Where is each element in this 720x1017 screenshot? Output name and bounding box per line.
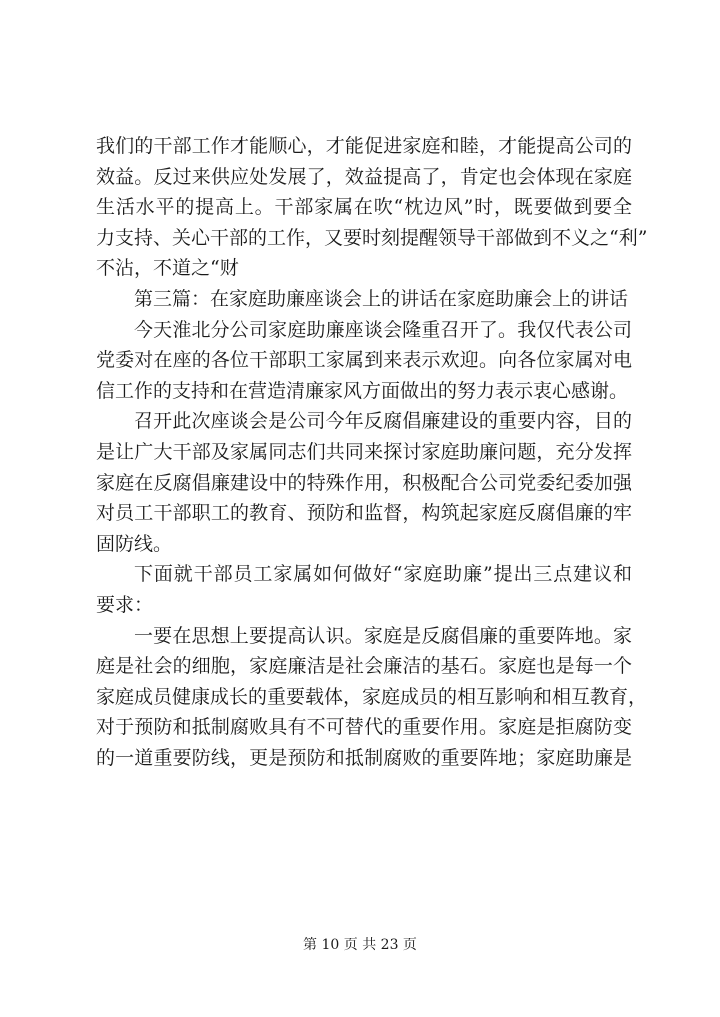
text-line: 效益。反过来供应处发展了，效益提高了，肯定也会体现在家庭 xyxy=(96,165,632,188)
text-line: 信工作的支持和在营造清廉家风方面做出的努力表示衷心感谢。 xyxy=(96,379,629,402)
text-line: 的一道重要防线，更是预防和抵制腐败的重要阵地；家庭助廉是 xyxy=(96,746,632,769)
text-line: 今天淮北分公司家庭助廉座谈会隆重召开了。我仅代表公司 xyxy=(134,318,632,341)
text-line: 不沾，不道之“财 xyxy=(96,257,239,280)
text-line: 召开此次座谈会是公司今年反腐倡廉建设的重要内容，目的 xyxy=(134,410,632,433)
text-line: 党委对在座的各位干部职工家属到来表示欢迎。向各位家属对电 xyxy=(96,349,632,372)
text-line: 家庭成员健康成长的重要载体，家庭成员的相互影响和相互教育， xyxy=(96,685,648,708)
text-line: 对于预防和抵制腐败具有不可替代的重要作用。家庭是拒腐防变 xyxy=(96,716,632,739)
text-line: 对员工干部职工的教育、预防和监督，构筑起家庭反腐倡廉的牢 xyxy=(96,502,632,525)
text-line: 一要在思想上要提高认识。家庭是反腐倡廉的重要阵地。家 xyxy=(134,624,632,647)
text-line: 我们的干部工作才能顺心，才能促进家庭和睦，才能提高公司的 xyxy=(96,135,632,157)
text-line: 生活水平的提高上。干部家属在吹“枕边风”时，既要做到要全 xyxy=(96,196,632,219)
text-line: 是让广大干部及家属同志们共同来探讨家庭助廉问题，充分发挥 xyxy=(96,440,632,463)
text-line: 庭是社会的细胞，家庭廉洁是社会廉洁的基石。家庭也是每一个 xyxy=(96,655,632,678)
text-line: 要求： xyxy=(96,593,154,616)
text-line: 力支持、关心干部的工作，又要时刻提醒领导干部做到不义之“利” xyxy=(96,226,648,249)
text-line: 下面就干部员工家属如何做好“家庭助廉”提出三点建议和 xyxy=(134,563,632,586)
text-line: 家庭在反腐倡廉建设中的特殊作用，积极配合公司党委纪委加强 xyxy=(96,471,632,494)
section-heading: 第三篇：在家庭助廉座谈会上的讲话在家庭助廉会上的讲话 xyxy=(134,287,629,310)
page-number-footer: 第 10 页 共 23 页 xyxy=(303,937,417,953)
document-body xyxy=(96,131,648,773)
text-line: 固防线。 xyxy=(96,532,173,555)
